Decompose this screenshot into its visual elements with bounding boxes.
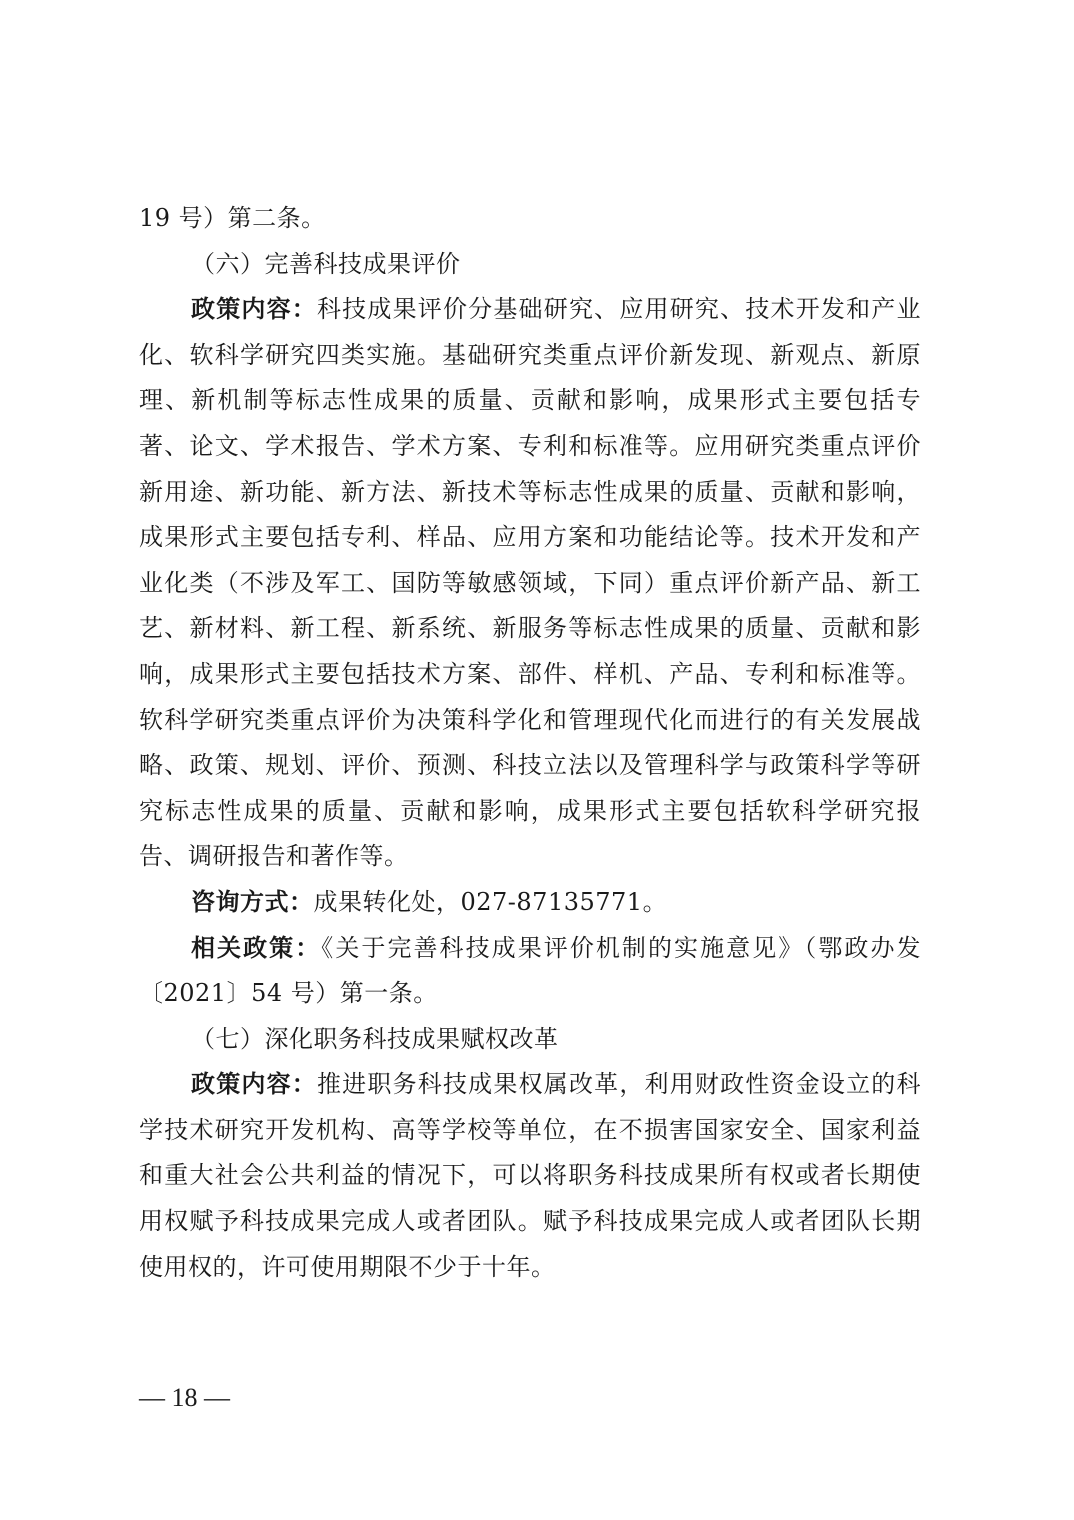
policy-label: 政策内容：: [191, 295, 317, 324]
consult-label: 咨询方式：: [191, 887, 314, 916]
policy-label: 政策内容：: [191, 1070, 317, 1099]
section-7-policy: [139, 1062, 921, 1290]
section-6-heading: （六）完善科技成果评价: [191, 249, 461, 278]
policy-text: 科技成果评价分基础研究、应用研究、技术开发和产业化、软科学研究四类实施。基础研究类重点评价新发现、新观点、新原理、新机制等标志性成果的质量、贡献和影响，成果形式主要包括专著、论文、学术报告、学术方案、专利和标准等。应用研究类重点评价新用途、新功能、新方法、新技术等标志性成果的质量、贡献和影响，成果形式主要包括专利、样品、应用方案和功能结论等。技术开发和产业化类（不涉及军工、国防等敏感领域，下同）重点评价新产品、新工艺、新材料、新工程、新系统、新服务等标志性成果的质量、贡献和影响，成果形式主要包括技术方案、部件、样机、产品、专利和标准等。软科学研究类重点评价为决策科学化和管理现代化而进行的有关发展战略、政策、规划、评价、预测、科技立法以及管理科学与政策科学等研究标志性成果的质量、贡献和影响，成果形式主要包括软科学研究报告、调研报告和著作等。: [139, 295, 922, 871]
section-6-policy: [139, 287, 921, 880]
document-body: [139, 196, 921, 1290]
related-text: 《关于完善科技成果评价机制的实施意见》（鄂政办发〔2021〕54 号）第一条。: [139, 933, 922, 1008]
section-6-consult: [139, 880, 921, 926]
related-label: 相关政策：: [191, 933, 322, 962]
section-7-heading: （七）深化职务科技成果赋权改革: [191, 1024, 559, 1053]
section-6-related: [139, 926, 921, 1017]
page-number: — 18 —: [139, 1383, 230, 1412]
policy-text: 推进职务科技成果权属改革，利用财政性资金设立的科学技术研究开发机构、高等学校等单位，在不损害国家安全、国家利益和重大社会公共利益的情况下，可以将职务科技成果所有权或者长期使用权赋予科技成果完成人或者团队。赋予科技成果完成人或者团队长期使用权的，许可使用期限不少于十年。: [139, 1070, 922, 1281]
consult-text: 成果转化处，027-87135771。: [313, 887, 668, 916]
continued-text: 19 号）第二条。: [139, 204, 326, 232]
